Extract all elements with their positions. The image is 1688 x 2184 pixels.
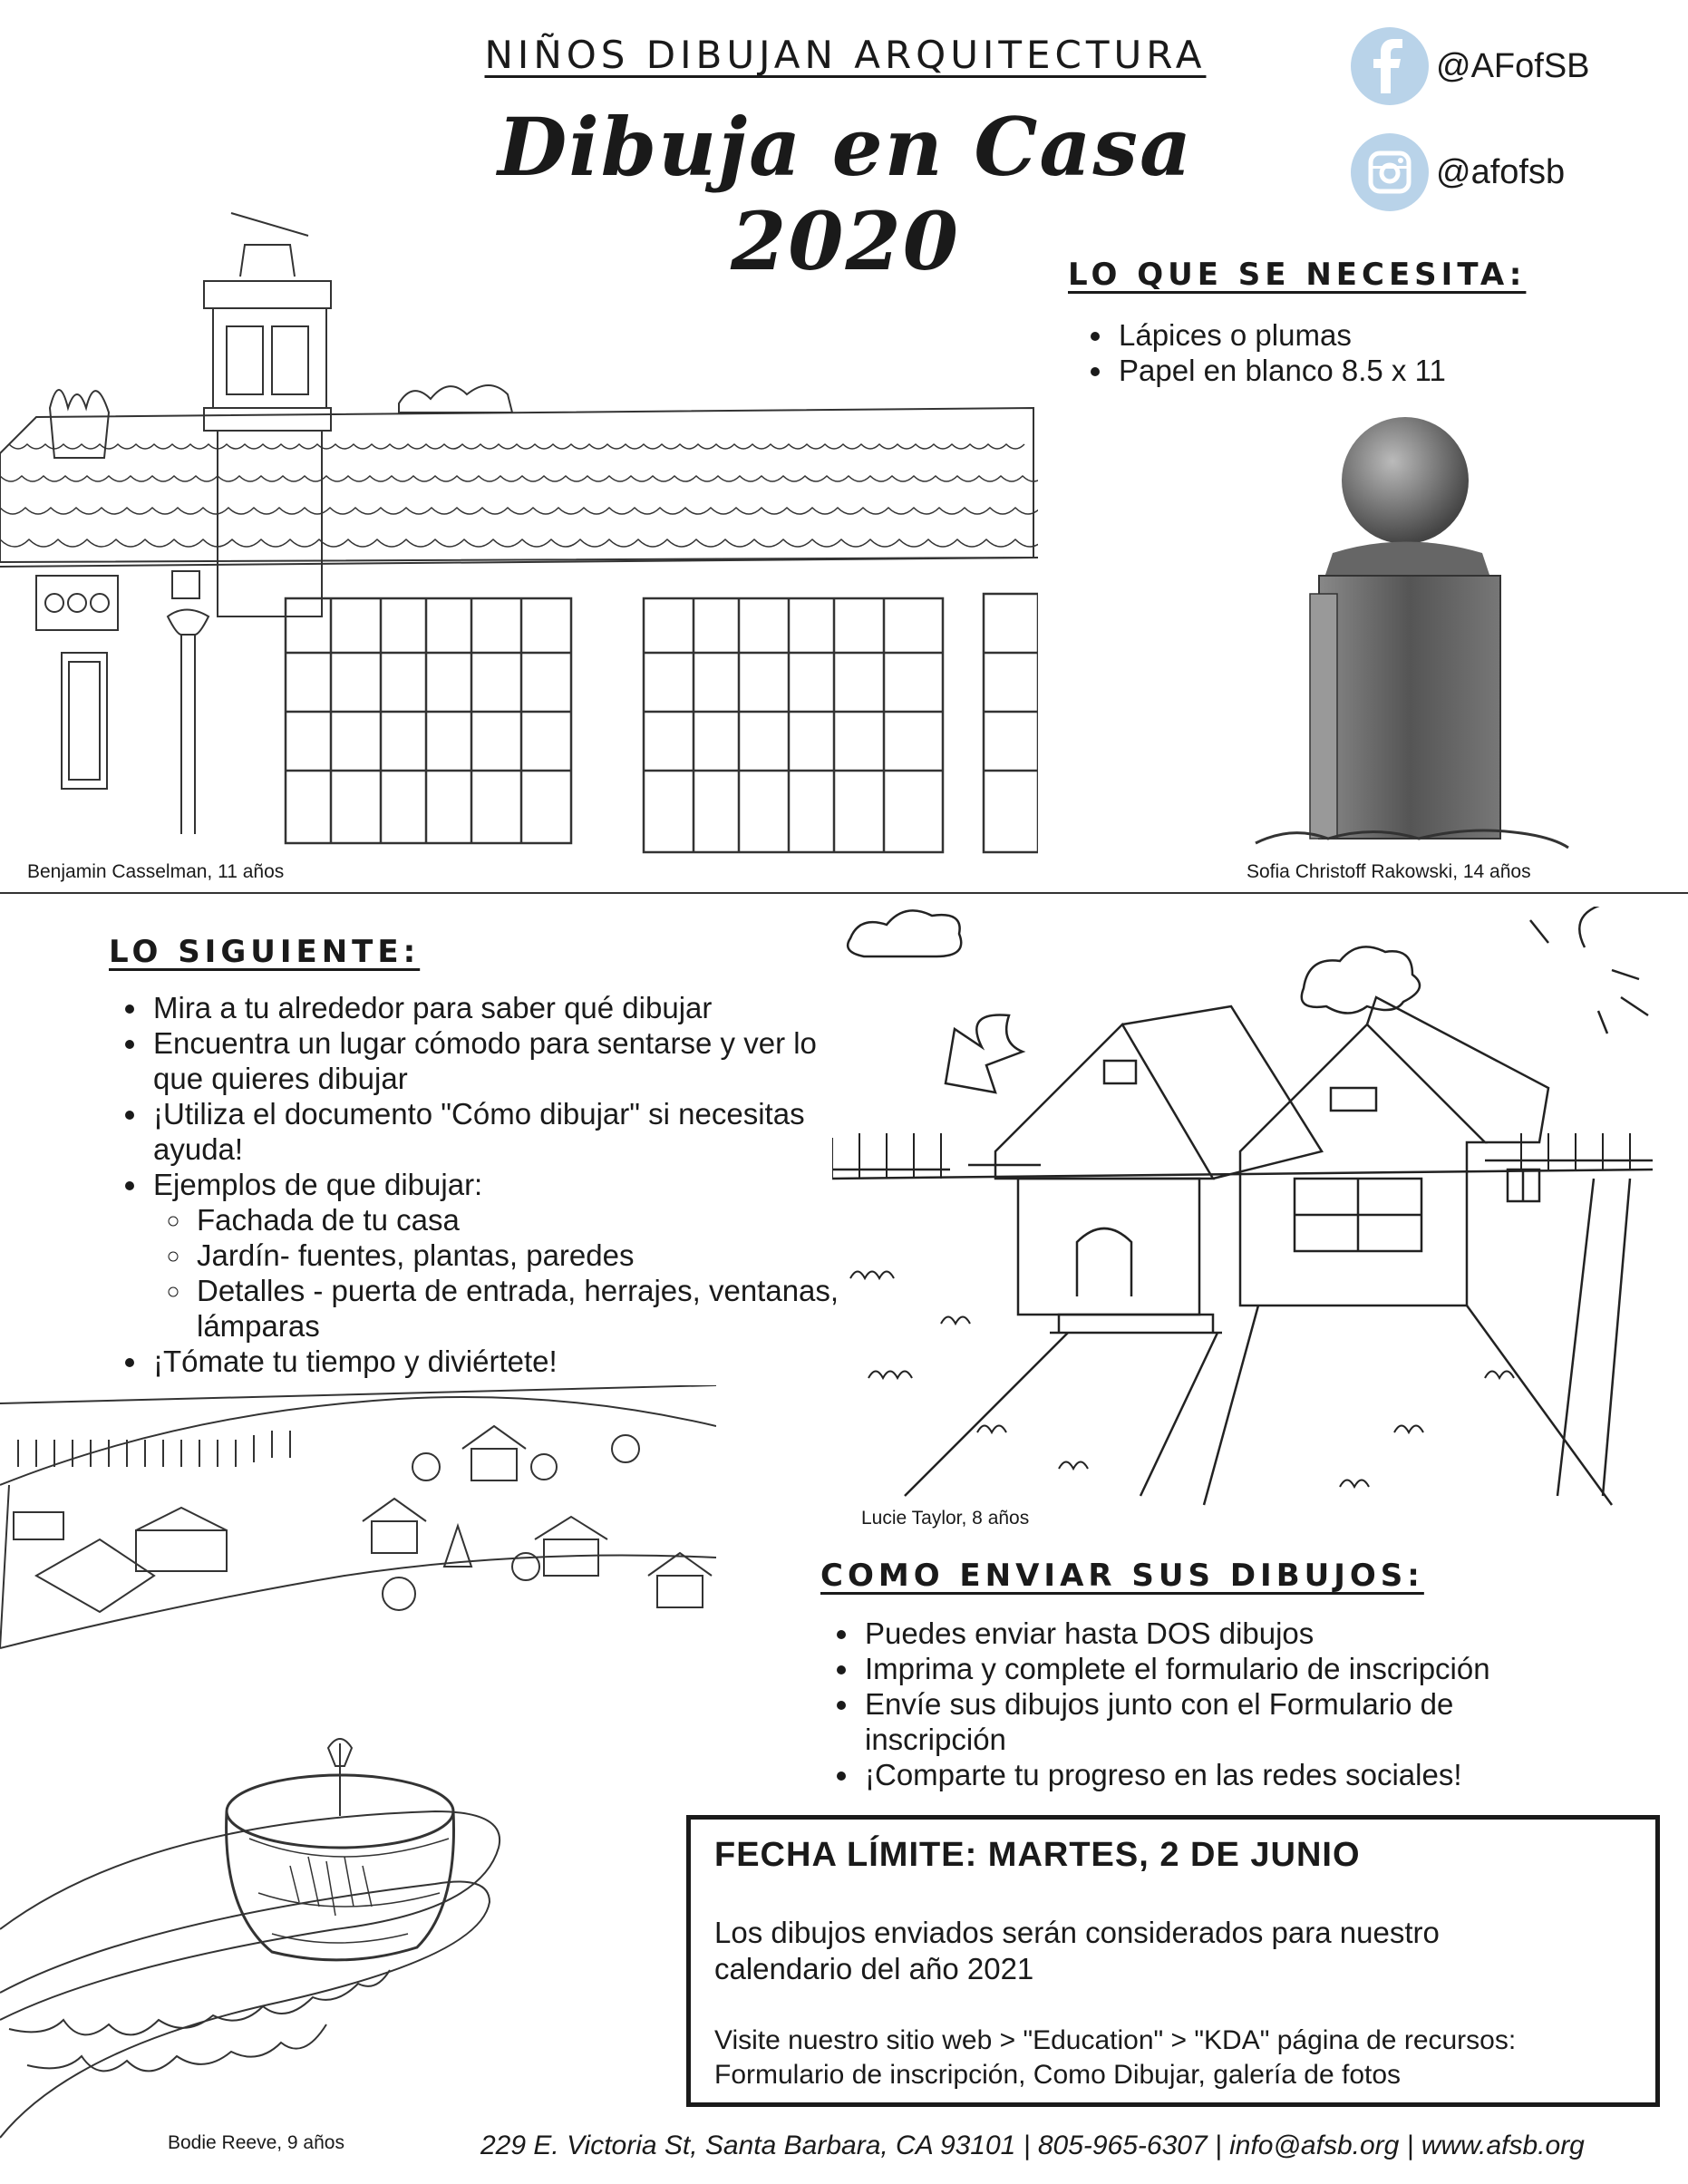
next-heading: LO SIGUIENTE: bbox=[109, 934, 421, 970]
deadline-body: Los dibujos enviados serán considerados para nuestro calendario del año 2021 bbox=[714, 1916, 1440, 1985]
list-item: • Mira a tu alrededor para saber qué dibujar bbox=[150, 990, 866, 1025]
facebook-link[interactable] bbox=[1351, 25, 1677, 107]
list-item: • ¡Tómate tu tiempo y diviértete! bbox=[150, 1344, 866, 1379]
needed-list bbox=[1079, 317, 1688, 388]
list-item: ◦ Jardín- fuentes, plantas, paredes bbox=[193, 1238, 866, 1273]
deadline-box bbox=[686, 1815, 1660, 2107]
list-item bbox=[150, 1167, 866, 1344]
list-item: • Lápices o plumas bbox=[1115, 317, 1688, 353]
page-title: Dibuja en Casa 2020 bbox=[498, 100, 1193, 288]
drawing-stone-pillar bbox=[1247, 413, 1573, 857]
send-heading: COMO ENVIAR SUS DIBUJOS: bbox=[820, 1558, 1424, 1594]
list-item: • Imprima y complete el formulario de inscripción bbox=[861, 1651, 1677, 1686]
next-list bbox=[113, 990, 866, 1379]
caption-lucie: Lucie Taylor, 8 años bbox=[861, 1508, 1030, 1529]
facebook-icon bbox=[1351, 27, 1429, 105]
instagram-handle: @afofsb bbox=[1436, 152, 1566, 191]
examples-label: Ejemplos de que dibujar: bbox=[153, 1168, 483, 1201]
kicker-title: NIÑOS DIBUJAN ARQUITECTURA bbox=[484, 33, 1207, 77]
deadline-title: FECHA LÍMITE: MARTES, 2 DE JUNIO bbox=[714, 1836, 1361, 1874]
caption-sofia: Sofia Christoff Rakowski, 14 años bbox=[1247, 861, 1531, 882]
instagram-icon bbox=[1351, 133, 1429, 211]
drawing-fountain-landscape bbox=[0, 1385, 716, 2140]
list-item: ◦ Detalles - puerta de entrada, herrajes, ventanas, lámparas bbox=[193, 1273, 866, 1344]
facebook-handle: @AFofSB bbox=[1436, 46, 1590, 85]
send-list bbox=[825, 1616, 1677, 1792]
section-divider bbox=[0, 892, 1688, 894]
list-item: ◦ Fachada de tu casa bbox=[193, 1202, 866, 1238]
drawing-spanish-house bbox=[0, 209, 1038, 857]
drawing-family-house bbox=[832, 907, 1653, 1514]
list-item: • Envíe sus dibujos junto con el Formulario de inscripción bbox=[861, 1686, 1481, 1757]
list-item: • Puedes enviar hasta DOS dibujos bbox=[861, 1616, 1677, 1651]
list-item: • Papel en blanco 8.5 x 11 bbox=[1115, 353, 1688, 388]
list-item: • ¡Comparte tu progreso en las redes sociales! bbox=[861, 1757, 1677, 1792]
instagram-link[interactable] bbox=[1351, 131, 1677, 213]
examples-list bbox=[153, 1202, 866, 1344]
list-item: • ¡Utiliza el documento "Cómo dibujar" si necesitas ayuda! bbox=[150, 1096, 866, 1167]
list-item: • Encuentra un lugar cómodo para sentarse y ver lo que quieres dibujar bbox=[150, 1025, 866, 1096]
needed-heading: LO QUE SE NECESITA: bbox=[1068, 257, 1527, 293]
caption-bodie: Bodie Reeve, 9 años bbox=[168, 2132, 344, 2153]
deadline-visit: Visite nuestro sitio web > "Education" > "KDA" página de recursos: Formulario de inscripción, Como Dibujar, galería de fotos bbox=[714, 2025, 1517, 2090]
footer-contact: 229 E. Victoria St, Santa Barbara, CA 93101 | 805-965-6307 | info@afsb.org | www.afsb.org bbox=[480, 2131, 1585, 2160]
caption-benjamin: Benjamin Casselman, 11 años bbox=[27, 861, 285, 882]
